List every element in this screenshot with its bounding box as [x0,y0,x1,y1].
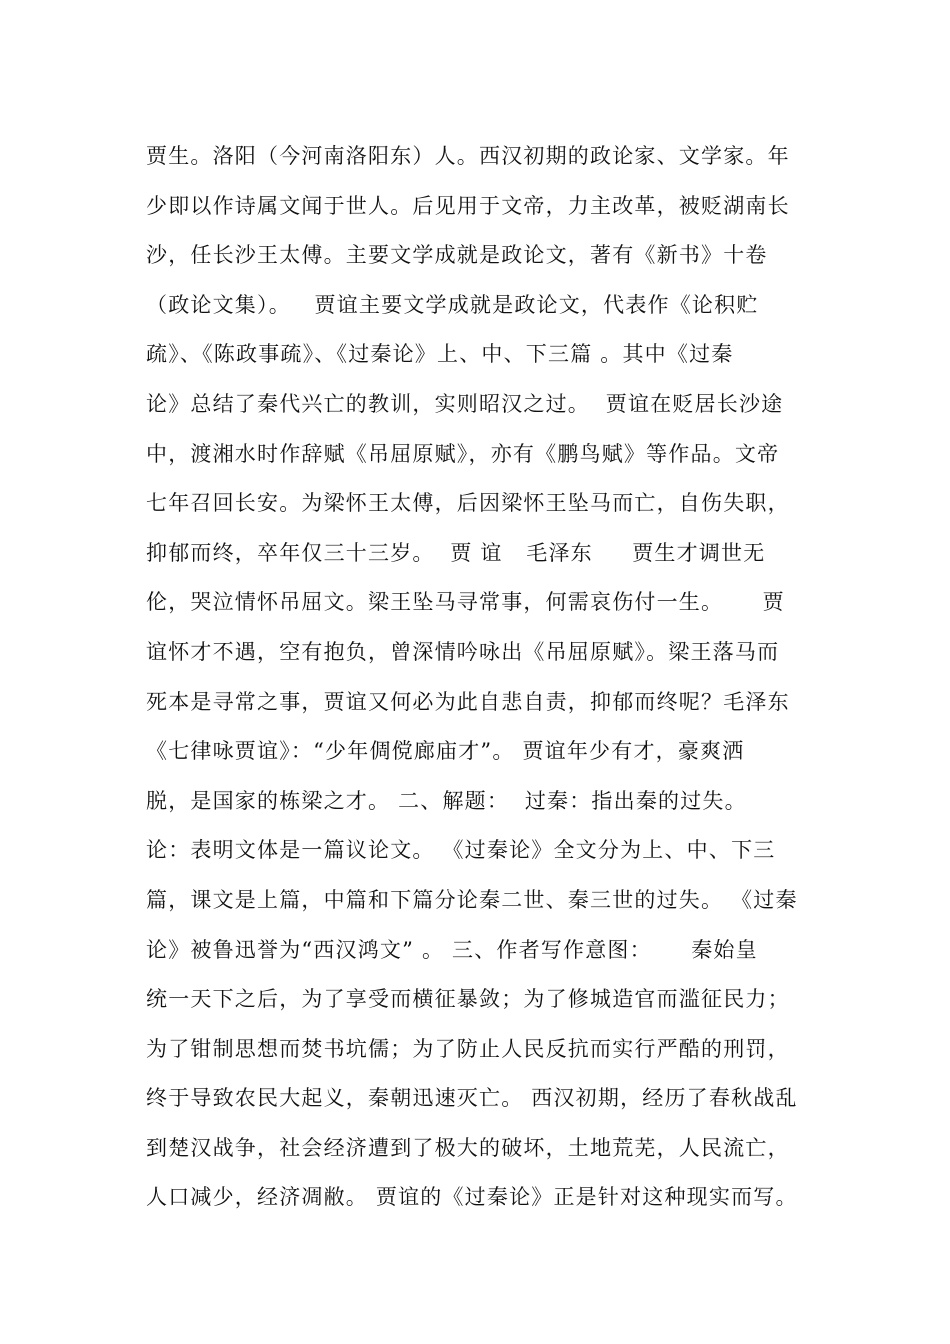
text-line: 论》总结了秦代兴亡的教训，实则昭汉之过。 贾谊在贬居长沙途 [146,391,784,416]
text-line: 谊怀才不遇，空有抱负，曾深情吟咏出《吊屈原赋》。梁王落马而 [146,639,780,664]
text-line: 篇，课文是上篇，中篇和下篇分论秦二世、秦三世的过失。 《过秦 [146,887,798,912]
text-line: 到楚汉战争，社会经济遭到了极大的破坏，土地荒芜，人民流亡， [146,1135,790,1160]
text-line: 人口减少，经济凋敝。 贾谊的《过秦论》正是针对这种现实而写。 [146,1185,798,1210]
text-line: 伦，哭泣情怀吊屈文。梁王坠马寻常事，何需哀伤付一生。 贾 [146,590,785,615]
text-line: 脱，是国家的栋梁之才。 二、解题： 过秦：指出秦的过失。 [146,788,747,813]
text-line: 死本是寻常之事，贾谊又何必为此自悲自责，抑郁而终呢？毛泽东 [146,689,790,714]
text-line: 抑郁而终，卒年仅三十三岁。 贾 谊 毛泽东 贾生才调世无 [146,540,766,565]
text-line: 贾生。洛阳（今河南洛阳东）人。西汉初期的政论家、文学家。年 [146,144,790,168]
body-text [146,132,846,1223]
text-line: 论》被鲁迅誉为“西汉鸿文” 。 三、作者写作意图： 秦始皇 [146,937,758,962]
text-line: 少即以作诗属文闻于世人。后见用于文帝，力主改革，被贬湖南长 [146,193,790,218]
text-line: 论：表明文体是一篇议论文。 《过秦论》全文分为上、中、下三 [146,838,776,863]
text-line: （政论文集）。 贾谊主要文学成就是政论文，代表作《论积贮 [146,292,759,317]
text-line: 疏》、《陈政事疏》、《过秦论》上、中、下三篇 。其中《过秦 [146,342,734,367]
text-line: 中，渡湘水时作辞赋《吊屈原赋》，亦有《鹏鸟赋》等作品。文帝 [146,441,780,466]
text-line: 《七律咏贾谊》：“少年倜傥廊庙才”。 贾谊年少有才，豪爽洒 [146,739,745,764]
text-line: 七年召回长安。为梁怀王太傅，后因梁怀王坠马而亡，自伤失职， [146,491,790,516]
text-line: 终于导致农民大起义，秦朝迅速灭亡。 西汉初期，经历了春秋战乱 [146,1086,798,1111]
text-line: 统一天下之后，为了享受而横征暴敛；为了修城造官而滥征民力； [146,987,790,1012]
text-line: 为了钳制思想而焚书坑儒；为了防止人民反抗而实行严酷的刑罚， [146,1036,790,1061]
text-line: 沙，任长沙王太傅。主要文学成就是政论文，著有《新书》十卷 [146,243,768,268]
